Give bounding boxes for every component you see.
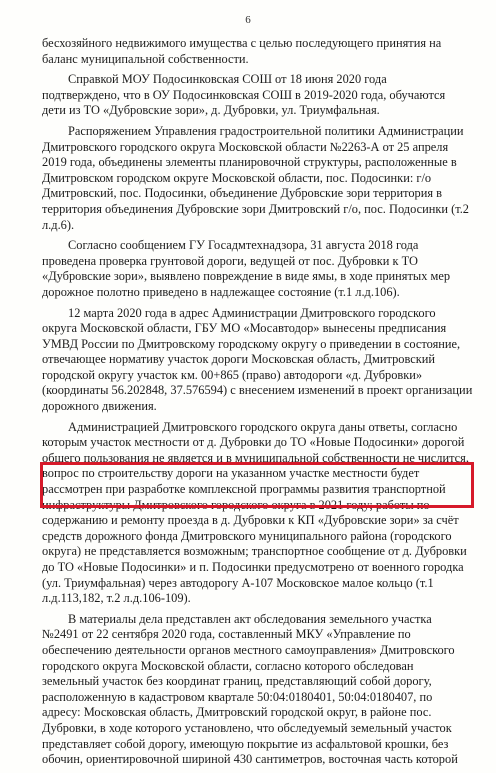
text-line: проведена проверка грунтовой дороги, ведущей от пос. Дубровки к ТО: [42, 253, 418, 268]
text-line: бесхозяйного недвижимого имущества с целью последующего принятия на: [42, 36, 442, 50]
text-line: л.д.113,182, т.2 л.д.106-109).: [42, 591, 191, 606]
paragraph: [42, 306, 472, 415]
paragraph: [42, 36, 472, 67]
text-line: рассмотрен при разработке комплексной программы развития транспортной: [42, 482, 446, 497]
text-line: Дубровки, в ходе которого установлено, что обследуемый земельный участок: [42, 720, 452, 735]
document-body: [42, 36, 472, 773]
text-line: (координаты 56.202848, 37.576594) с внесением изменений в проект организации: [42, 383, 473, 398]
text-line: земельный участок без координат границ, представляющий собой дорогу,: [42, 674, 432, 689]
text-line: городского округа Московской области, согласно которого обследован: [42, 658, 414, 673]
paragraph: [42, 238, 472, 300]
text-line: расположенную в кадастровом квартале 50:04:0180401, 50:04:0180407, по: [42, 689, 433, 704]
text-line: до ТО «Новые Подосинки» и п. Подосинки предусмотрено от военного городка: [42, 560, 464, 574]
text-line: Администрацией Дмитровского городского округа даны ответы, согласно: [68, 419, 458, 434]
text-line: 12 марта 2020 года в адрес Администрации Дмитровского городского: [68, 305, 436, 320]
paragraph: [42, 612, 472, 768]
text-line: дети из ТО «Дубровские зори», д. Дубровки, ул. Триумфальная.: [42, 103, 380, 118]
page-number: 6: [245, 14, 251, 26]
text-line: инфраструктуры Дмитровского городского округа в 2021 году; работы по: [42, 497, 430, 512]
text-line: округа Московской области, ГБУ МО «Мосавтодор» вынесены предписания: [42, 321, 447, 336]
text-line: обеспечению деятельности органов местного самоуправления» Дмитровского: [42, 642, 455, 657]
text-line: 2019 года, объединены элементы планировочной структуры, расположенные в: [42, 155, 457, 170]
text-line: дорожного движения.: [42, 399, 157, 414]
text-line: Распоряжением Управления градостроительной политики Администрации: [68, 123, 464, 138]
text-line: округа) не представляется возможным; транспортное сообщение от д. Дубровки: [42, 544, 467, 559]
text-line: городской округу участок км. 00+865 (право) автодороги «д. Дубровки»: [42, 367, 423, 382]
paragraph: [42, 124, 472, 233]
text-line: средств дорожного фонда Дмитровского муниципального района (городского: [42, 528, 452, 543]
text-line: УМВД России по Дмитровскому городскому округу о приведении в состояние,: [42, 336, 461, 351]
text-line: вопрос по строительству дороги на указанном участке местности будет: [42, 466, 420, 481]
text-line: Согласно сообщением ГУ Госадмтехнадзора, 31 августа 2018 года: [68, 238, 419, 253]
text-line: адресу: Московская область, Дмитровский городской округ, в районе пос.: [42, 705, 432, 720]
text-line: территория объединения Дубровские зори Дмитровский г/о, пос. Подосинки (т.2: [42, 201, 469, 216]
text-line: №2491 от 22 сентября 2020 года, составленный МКУ «Управление по: [42, 627, 411, 642]
text-line: «Дубровские зори», выявлено повреждение в виде ямы, в ходе принятых мер: [42, 269, 451, 284]
text-line: дорожное полотно приведено в надлежащее состояние (т.1 л.д.106).: [42, 284, 400, 299]
text-line: представляет собой дорогу, имеющую покрытие из асфальтовой крошки, без: [42, 736, 449, 751]
text-line: Дмитровском городском округе Московской области, пос. Подосинки: г/о: [42, 170, 432, 185]
text-line: Справкой МОУ Подосинковская СОШ от 18 июня 2020 года: [68, 72, 387, 87]
paragraph: [42, 420, 472, 607]
text-line: Дмитровского городского округа Московской области №2263-А от 25 апреля: [42, 139, 449, 154]
text-line: баланс муниципальной собственности.: [42, 51, 249, 66]
red-highlight-frame: [40, 462, 474, 508]
text-line: Дмитровский, пос. Подосинки, объединение Дубровские зори территория в: [42, 186, 443, 201]
text-line: общего пользования не является и в муниципальной собственности не числится,: [42, 450, 469, 465]
paragraph: [42, 72, 472, 119]
text-line: (ул. Триумфальная) через автодорогу А-107 Московское малое кольцо (т.1: [42, 575, 434, 590]
text-line: содержанию и ремонту проезда в д. Дубровки к КП «Дубровские зори» за счёт: [42, 513, 459, 528]
text-line: л.д.6).: [42, 217, 75, 232]
text-line: подтверждено, что в ОУ Подосинковская СОШ в 2019-2020 года, обучаются: [42, 87, 446, 102]
text-line: обочин, ориентировочной шириной 430 сантиметров, восточная часть которой: [42, 752, 458, 767]
text-line: В материалы дела представлен акт обследования земельного участка: [68, 611, 432, 626]
text-line: которым участок местности от д. Дубровки до ТО «Новые Подосинки» дорогой: [42, 435, 465, 450]
text-line: отвечающее нормативу участок дороги Московская область, Дмитровский: [42, 352, 436, 367]
